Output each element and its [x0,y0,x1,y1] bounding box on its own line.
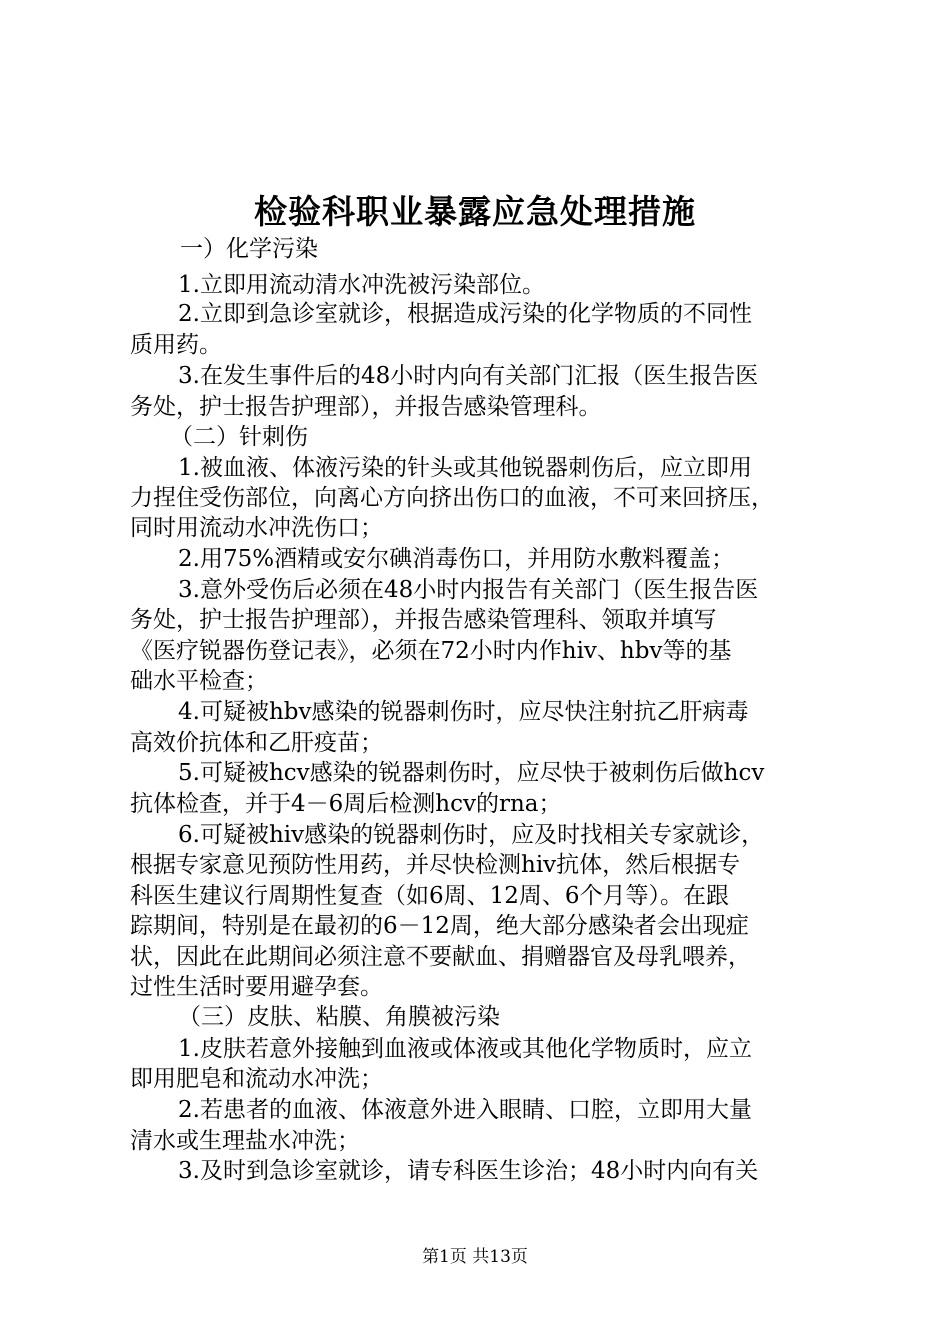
document-title: 检验科职业暴露应急处理措施 [254,192,696,231]
paragraph-line: 5.可疑被hcv感染的锐器刺伤时，应尽快于被刺伤后做hcv [178,760,765,786]
paragraph-line: 4.可疑被hbv感染的锐器刺伤时，应尽快注射抗乙肝病毒 [178,699,749,725]
paragraph-line: 踪期间，特别是在最初的6－12周，绝大部分感染者会出现症 [130,913,749,939]
paragraph-line: 1.皮肤若意外接触到血液或体液或其他化学物质时，应立 [178,1036,752,1062]
paragraph-line: 根据专家意见预防性用药，并尽快检测hiv抗体，然后根据专 [130,852,741,878]
paragraph-line: 《医疗锐器伤登记表》，必须在72小时内作hiv、hbv等的基 [130,638,732,664]
paragraph-line: 务处，护士报告护理部），并报告感染管理科、领取并填写 [130,607,717,633]
paragraph-line: 2.立即到急诊室就诊，根据造成污染的化学物质的不同性 [178,301,752,327]
section-heading: 一）化学污染 [180,236,318,262]
paragraph-line: 过性生活时要用避孕套。 [130,974,383,1000]
paragraph-line: 2.用75%酒精或安尔碘消毒伤口，并用防水敷料覆盖； [178,546,735,572]
section-heading: （三）皮肤、粘膜、角膜被污染 [178,1004,500,1030]
paragraph-line: 3.在发生事件后的48小时内向有关部门汇报（医生报告医 [178,363,759,389]
paragraph-line: 3.及时到急诊室就诊，请专科医生诊治；48小时内向有关 [178,1158,759,1184]
paragraph-line: 高效价抗体和乙肝疫苗； [130,730,383,756]
section-heading: （二）针刺伤 [170,424,308,450]
paragraph-line: 力捏住受伤部位，向离心方向挤出伤口的血液，不可来回挤压， [130,485,774,511]
paragraph-line: 同时用流动水冲洗伤口； [130,515,383,541]
paragraph-line: 础水平检查； [130,668,268,694]
paragraph-line: 3.意外受伤后必须在48小时内报告有关部门（医生报告医 [178,577,759,603]
paragraph-line: 即用肥皂和流动水冲洗； [130,1066,383,1092]
paragraph-line: 6.可疑被hiv感染的锐器刺伤时，应及时找相关专家就诊， [178,822,765,848]
paragraph-line: 抗体检查，并于4－6周后检测hcv的rna； [130,791,562,817]
paragraph-line: 1.立即用流动清水冲洗被污染部位。 [178,272,545,298]
paragraph-line: 质用药。 [130,332,222,358]
paragraph-line: 1.被血液、体液污染的针头或其他锐器刺伤后，应立即用 [178,455,752,481]
paragraph-line: 务处，护士报告护理部），并报告感染管理科。 [130,394,602,420]
paragraph-line: 科医生建议行周期性复查（如6周、12周、6个月等）。在跟 [130,883,730,909]
paragraph-line: 2.若患者的血液、体液意外进入眼睛、口腔，立即用大量 [178,1097,752,1123]
paragraph-line: 状，因此在此期间必须注意不要献血、捐赠器官及母乳喂养， [130,944,751,970]
paragraph-line: 清水或生理盐水冲洗； [130,1128,360,1154]
page-number-footer: 第1页 共13页 [422,1247,528,1267]
